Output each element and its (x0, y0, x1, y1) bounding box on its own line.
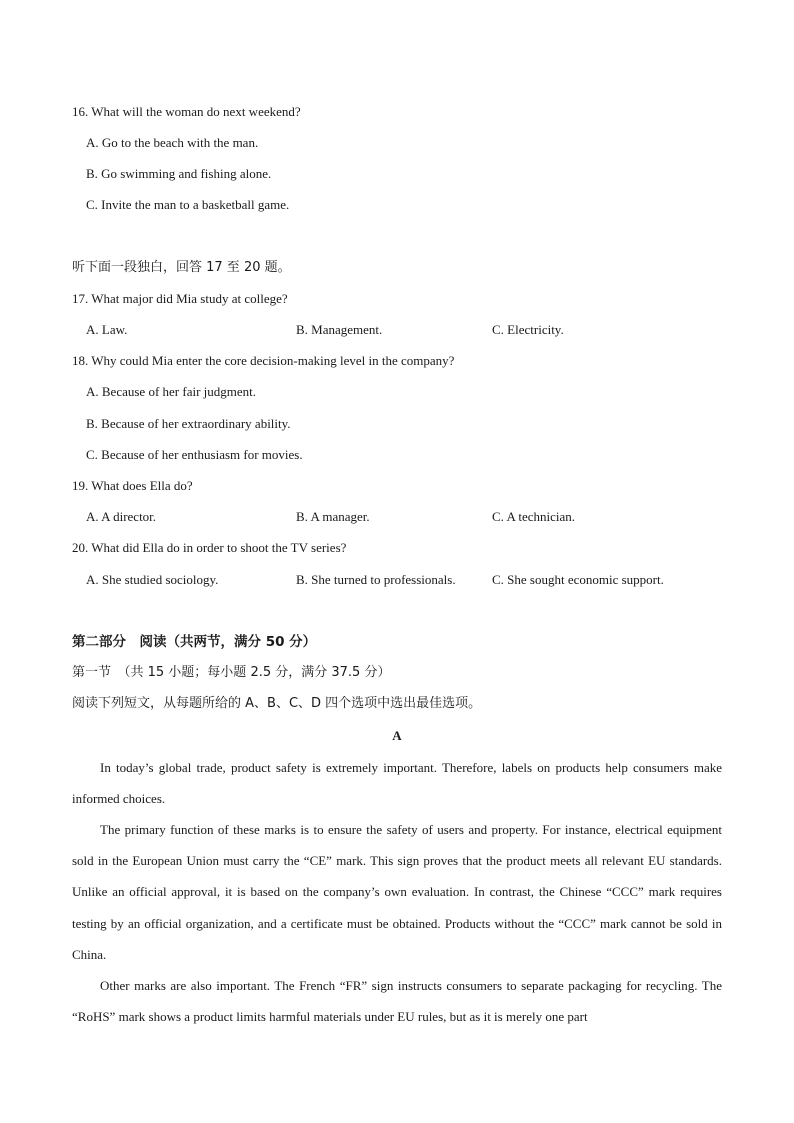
q19-option-b: B. A manager. (296, 509, 370, 524)
q18-option-b: B. Because of her extraordinary ability. (86, 416, 291, 431)
q16-option-a: A. Go to the beach with the man. (86, 135, 259, 150)
reading-instruction: 阅读下列短文，从每题所给的 A、B、C、D 四个选项中选出最佳选项。 (72, 696, 482, 711)
part-two-title: 第二部分 阅读（共两节，满分 50 分） (72, 634, 317, 650)
q16-option-c: C. Invite the man to a basketball game. (86, 197, 290, 212)
passage-paragraph-3 (72, 970, 722, 1032)
question-20: 20. What did Ella do in order to shoot the TV series? (72, 540, 347, 555)
q17-option-a: A. Law. (86, 322, 128, 337)
monologue-instruction: 听下面一段独白，回答 17 至 20 题。 (72, 260, 291, 275)
passage-paragraph-1 (72, 752, 722, 814)
q20-option-b: B. She turned to professionals. (296, 572, 456, 587)
q20-option-a: A. She studied sociology. (86, 572, 219, 587)
question-17: 17. What major did Mia study at college? (72, 291, 288, 306)
paragraph-3-text: Other marks are also important. The French “FR” sign instructs consumers to separate packaging for recycling. The “RoHS” mark shows a product limits harmful materials under EU rules, but as it is merely one part (72, 978, 722, 1025)
q18-option-c: C. Because of her enthusiasm for movies. (86, 447, 303, 462)
q19-option-a: A. A director. (86, 509, 157, 524)
q19-option-c: C. A technician. (492, 509, 576, 524)
passage-paragraph-2 (72, 814, 722, 970)
question-16: 16. What will the woman do next weekend? (72, 104, 301, 119)
question-19: 19. What does Ella do? (72, 478, 193, 493)
paragraph-1-text: In today’s global trade, product safety is extremely important. Therefore, labels on products help consumers make informed choices. (72, 760, 722, 807)
section-one-title: 第一节 （共 15 小题；每小题 2.5 分，满分 37.5 分） (72, 665, 391, 680)
q16-option-b: B. Go swimming and fishing alone. (86, 166, 272, 181)
q20-option-c: C. She sought economic support. (492, 572, 664, 587)
q17-option-b: B. Management. (296, 322, 383, 337)
passage-label: A (392, 728, 402, 743)
question-18: 18. Why could Mia enter the core decision-making level in the company? (72, 353, 455, 368)
q18-option-a: A. Because of her fair judgment. (86, 384, 257, 399)
paragraph-2-text: The primary function of these marks is to ensure the safety of users and property. For instance, electrical equipment sold in the European Union must carry the “CE” mark. This sign proves that the product meets all relevant EU standards. Unlike an official approval, it is based on the company’s own evaluation. In contrast, the Chinese “CCC” mark requires testing by an official organization, and a certificate must be obtained. Products without the “CCC” mark cannot be sold in China. (72, 822, 722, 962)
q17-option-c: C. Electricity. (492, 322, 564, 337)
